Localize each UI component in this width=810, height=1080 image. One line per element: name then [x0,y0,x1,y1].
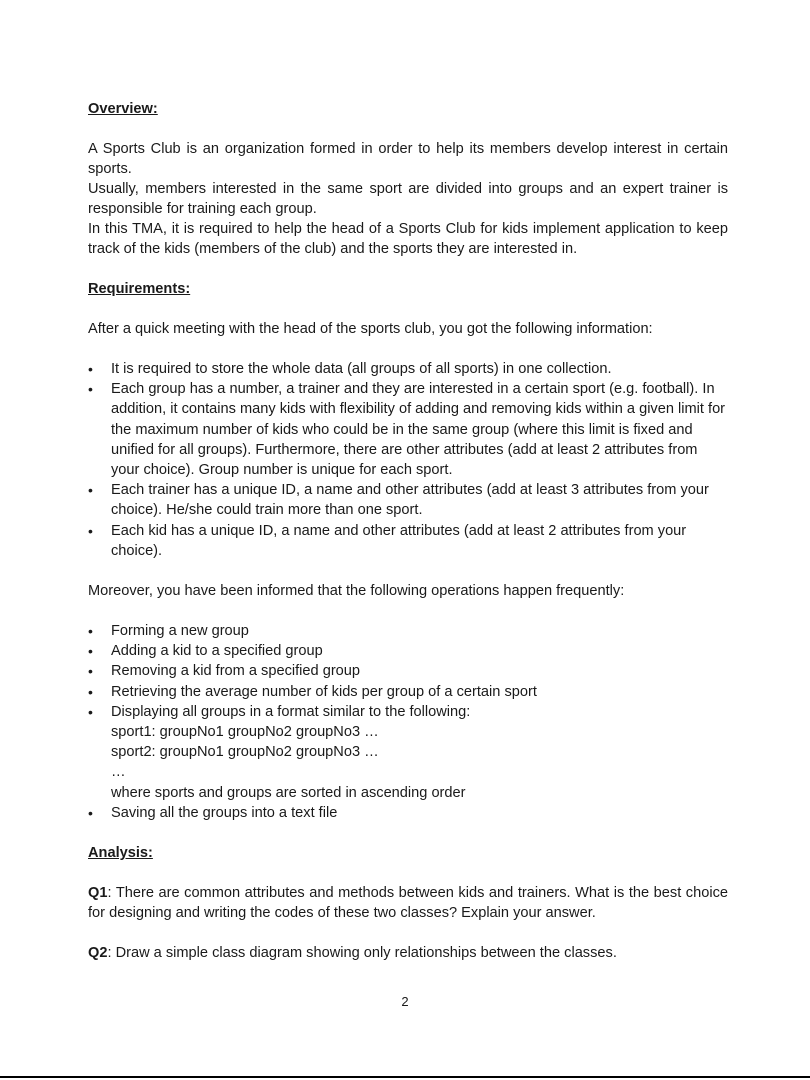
question-2 [88,943,728,963]
list-item [88,661,728,681]
requirement-text: It is required to store the whole data (all groups of all sports) in one collection. [111,361,612,377]
document-page [88,99,728,963]
question-1 [88,883,728,923]
format-line-2: sport2: groupNo1 groupNo2 groupNo3 … [111,744,379,761]
list-item [88,379,728,480]
list-item [88,521,728,561]
question-1-text: : There are common attributes and methods between kids and trainers. What is the best choice for designing and writing the codes of these two classes? Explain your answer. [88,885,728,922]
list-item [88,702,728,803]
operations-intro: Moreover, you have been informed that the following operations happen frequently: [88,583,625,600]
bullet-icon: • [88,683,93,700]
list-item [88,803,728,823]
bullet-icon: • [88,522,93,539]
requirements-list [88,359,728,561]
list-item [88,621,728,641]
operation-text: Retrieving the average number of kids per group of a certain sport [111,683,537,700]
requirement-text: Each kid has a unique ID, a name and other attributes (add at least 2 attributes from your choice). [111,522,687,559]
operation-text: Removing a kid from a specified group [111,663,361,680]
operation-text: Forming a new group [111,623,249,640]
bullet-icon: • [88,703,93,720]
question-2-text: : Draw a simple class diagram showing only relationships between the classes. [107,945,617,962]
question-2-label: Q2 [88,945,108,962]
overview-paragraph-3: In this TMA, it is required to help the head of a Sports Club for kids implement application to keep track of the kids (members of the club) and the sports they are interested in. [88,221,728,257]
bottom-divider [0,1076,810,1078]
overview-paragraph-1: A Sports Club is an organization formed in order to help its members develop interest in certain sports. [88,141,728,177]
analysis-heading: Analysis: [88,845,153,862]
operation-text: Displaying all groups in a format similar to the following: [111,703,471,720]
operations-list [88,621,728,823]
bullet-icon: • [88,361,93,377]
format-line-4: where sports and groups are sorted in ascending order [111,784,466,801]
format-line-1: sport1: groupNo1 groupNo2 groupNo3 … [111,724,379,741]
bullet-icon: • [88,643,93,660]
overview-heading: Overview: [88,101,158,117]
requirements-intro: After a quick meeting with the head of the sports club, you got the following information: [88,321,653,337]
bullet-icon: • [88,482,93,499]
bullet-icon: • [88,623,93,640]
overview-paragraph-2: Usually, members interested in the same sport are divided into groups and an expert trainer is responsible for training each group. [88,181,728,217]
operation-text: Saving all the groups into a text file [111,804,338,821]
requirement-text: Each trainer has a unique ID, a name and other attributes (add at least 3 attributes from your choice). He/she could train more than one sport. [111,482,709,519]
bullet-icon: • [88,381,93,398]
list-item [88,480,728,520]
requirement-text: Each group has a number, a trainer and they are interested in a certain sport (e.g. football). In addition, it contains many kids with flexibility of adding and removing kids within a given limit for the maximum number of kids who could be in the same group (where this limit is fixed and unified for all groups). Furthermore, there are other attributes (add at least 2 attributes from your choice). Group number is unique for each sport. [111,381,726,479]
page-number: 2 [401,994,409,1009]
format-line-3: … [111,764,126,781]
requirements-heading: Requirements: [88,281,191,297]
list-item [88,682,728,702]
list-item [88,359,728,379]
list-item [88,641,728,661]
bullet-icon: • [88,804,93,821]
question-1-label: Q1 [88,885,108,902]
operation-text: Adding a kid to a specified group [111,643,323,660]
bullet-icon: • [88,663,93,680]
